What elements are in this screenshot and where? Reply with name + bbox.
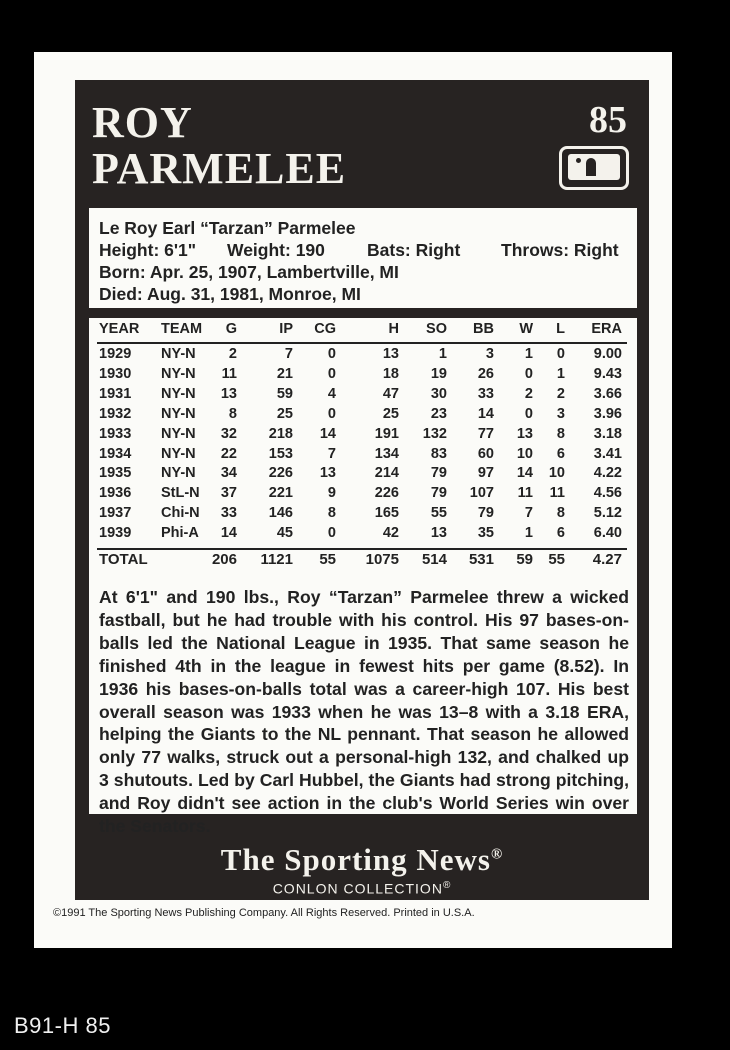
stat-cell: 4.56: [593, 485, 622, 502]
total-cell: 514: [421, 551, 447, 568]
stat-cell: 1934: [99, 445, 132, 462]
stat-cell: 2: [556, 385, 565, 402]
total-divider: [97, 548, 627, 550]
header-cell: L: [556, 321, 565, 337]
stats-row: [89, 485, 637, 505]
stat-cell: 25: [382, 405, 399, 422]
stat-cell: 13: [220, 385, 237, 402]
stat-cell: 3: [556, 405, 565, 422]
stats-row: [89, 406, 637, 426]
stat-cell: 1936: [99, 485, 132, 502]
stat-cell: 1930: [99, 365, 132, 382]
stat-cell: 33: [477, 385, 494, 402]
stat-cell: 47: [382, 385, 399, 402]
stat-cell: 25: [276, 405, 293, 422]
stat-cell: 3.41: [593, 445, 622, 462]
stat-cell: NY-N: [161, 445, 196, 462]
brand-registered-mark: ®: [490, 846, 504, 863]
stat-cell: 77: [477, 425, 494, 442]
player-last-name: PARMELEE: [92, 144, 347, 193]
stat-cell: 23: [430, 405, 447, 422]
stat-cell: 3.18: [593, 425, 622, 442]
mlb-logo-icon: [559, 146, 629, 190]
total-cell: 531: [468, 551, 494, 568]
stat-cell: 0: [556, 346, 565, 362]
sporting-news-logo: [75, 842, 649, 878]
header-cell: CG: [314, 321, 336, 337]
stat-cell: 8: [556, 505, 565, 522]
stat-cell: 3: [485, 346, 494, 362]
total-cell: 1075: [365, 551, 399, 568]
stat-cell: 134: [374, 445, 399, 462]
stat-cell: 1939: [99, 525, 132, 542]
stats-total-row: [89, 551, 637, 571]
stats-row: [89, 346, 637, 366]
stat-cell: 146: [268, 505, 293, 522]
stat-cell: 33: [220, 505, 237, 522]
stat-cell: 191: [374, 425, 399, 442]
bio-panel: [89, 208, 637, 308]
stat-cell: 14: [220, 525, 237, 542]
stat-cell: 8: [327, 505, 336, 522]
bio-height: Height: 6'1": [99, 240, 197, 260]
bio-measurements: [89, 240, 637, 262]
header-divider: [97, 342, 627, 344]
bio-died: Died: Aug. 31, 1981, Monroe, MI: [99, 284, 361, 304]
stats-row: [89, 525, 637, 545]
stat-cell: NY-N: [161, 405, 196, 422]
stat-cell: 1: [556, 365, 565, 382]
total-cell: 55: [548, 551, 565, 568]
collection-label: [75, 880, 649, 897]
stat-cell: 0: [524, 365, 533, 382]
stat-cell: NY-N: [161, 465, 196, 482]
stat-cell: 60: [477, 445, 494, 462]
stat-cell: 13: [516, 425, 533, 442]
bio-full-name: Le Roy Earl “Tarzan” Parmelee: [99, 218, 356, 238]
stat-cell: 42: [382, 525, 399, 542]
stat-cell: NY-N: [161, 425, 196, 442]
stat-cell: 218: [268, 425, 293, 442]
stat-cell: 8: [228, 405, 237, 422]
total-cell: 55: [319, 551, 336, 568]
story-text: At 6'1" and 190 lbs., Roy “Tarzan” Parmelee threw a wicked fastball, but he had trouble with his control. His 97 bases-on-balls led the National League in 1935. That same season he finished 4th in the league in fewest hits per game (8.52). In 1936 his bases-on-balls total was a career-high 107. His best overall season was 1933 when he was 13–8 with a 3.18 ERA, helping the Giants to the NL pennant. That season he allowed only 77 walks, struck out a personal-high 132, and chalked up 3 shutouts. Led by Carl Hubbel, the Giants had strong pitching, and Roy didn't see action in the club's World Series win over the Senators.: [99, 587, 629, 837]
stat-cell: 11: [221, 365, 237, 382]
stat-cell: NY-N: [161, 346, 196, 362]
stat-cell: 4.22: [593, 465, 622, 482]
stat-cell: 32: [220, 425, 237, 442]
stat-cell: 1937: [99, 505, 132, 522]
stat-cell: 79: [430, 485, 447, 502]
stat-cell: 226: [268, 465, 293, 482]
image-caption: B91-H 85: [14, 1013, 111, 1038]
stats-header-row: [89, 321, 637, 341]
stat-cell: 14: [319, 425, 336, 442]
stat-cell: 2: [524, 385, 533, 402]
card-number: 85: [589, 99, 627, 141]
stat-cell: 1: [438, 346, 447, 362]
stat-cell: 14: [477, 405, 494, 422]
stat-cell: 107: [469, 485, 494, 502]
stat-cell: 83: [430, 445, 447, 462]
stats-row: [89, 386, 637, 406]
header-cell: W: [519, 321, 533, 337]
stat-cell: 19: [430, 365, 447, 382]
stat-cell: 35: [477, 525, 494, 542]
stat-cell: 7: [327, 445, 336, 462]
stat-cell: 30: [430, 385, 447, 402]
stat-cell: NY-N: [161, 385, 196, 402]
stat-cell: 79: [430, 465, 447, 482]
header-cell: YEAR: [99, 321, 140, 337]
stat-cell: 97: [477, 465, 494, 482]
trading-card: [34, 52, 672, 948]
header-cell: SO: [426, 321, 447, 337]
stat-cell: 79: [477, 505, 494, 522]
stat-cell: 214: [374, 465, 399, 482]
stat-cell: Phi-A: [161, 525, 199, 542]
stat-cell: 14: [516, 465, 533, 482]
stat-cell: 1933: [99, 425, 132, 442]
stat-cell: 10: [516, 445, 533, 462]
bio-bats: Bats: Right: [367, 240, 461, 260]
stat-cell: 1: [524, 525, 533, 542]
stat-cell: 0: [524, 405, 533, 422]
stats-row: [89, 465, 637, 485]
stat-cell: 13: [319, 465, 336, 482]
stat-cell: 6: [556, 525, 565, 542]
stat-cell: 221: [268, 485, 293, 502]
stat-cell: Chi-N: [161, 505, 200, 522]
total-cell: 4.27: [592, 551, 622, 568]
stats-row: [89, 505, 637, 525]
header-cell: IP: [279, 321, 293, 337]
stat-cell: 5.12: [593, 505, 622, 522]
stat-cell: 4: [327, 385, 336, 402]
bio-born: Born: Apr. 25, 1907, Lambertville, MI: [99, 262, 399, 282]
stat-cell: 21: [276, 365, 293, 382]
header-cell: G: [225, 321, 237, 337]
stat-cell: 7: [524, 505, 533, 522]
header-cell: ERA: [591, 321, 622, 337]
stat-cell: 2: [228, 346, 237, 362]
stats-table: [89, 318, 637, 578]
stat-cell: 8: [556, 425, 565, 442]
stat-cell: NY-N: [161, 365, 196, 382]
total-cell: 59: [516, 551, 533, 568]
player-first-name: ROY: [92, 98, 193, 147]
stat-cell: 11: [549, 485, 565, 502]
brand-name: The Sporting News: [220, 842, 491, 877]
stat-cell: 11: [517, 485, 533, 502]
total-cell: TOTAL: [99, 551, 148, 568]
stat-cell: 45: [276, 525, 293, 542]
stat-cell: 3.66: [593, 385, 622, 402]
stat-cell: 7: [284, 346, 293, 362]
stat-cell: 132: [422, 425, 447, 442]
stat-cell: 6: [556, 445, 565, 462]
collection-name: CONLON COLLECTION: [272, 880, 443, 897]
stat-cell: 59: [276, 385, 293, 402]
total-cell: 1121: [260, 551, 293, 568]
stat-cell: 165: [374, 505, 399, 522]
stat-cell: 3.96: [593, 405, 622, 422]
stats-row: [89, 426, 637, 446]
stat-cell: 6.40: [593, 525, 622, 542]
card-frame: [75, 80, 649, 900]
stats-row: [89, 366, 637, 386]
stat-cell: 9.43: [593, 365, 622, 382]
stat-cell: 18: [382, 365, 399, 382]
stat-cell: 1935: [99, 465, 132, 482]
story-panel: [89, 578, 637, 837]
stat-cell: 1931: [99, 385, 132, 402]
bio-throws: Throws: Right: [501, 240, 619, 260]
stat-cell: 37: [220, 485, 237, 502]
stat-cell: StL-N: [161, 485, 200, 502]
stat-cell: 1: [524, 346, 533, 362]
stat-cell: 1929: [99, 346, 132, 362]
stat-cell: 10: [548, 465, 565, 482]
stat-cell: 0: [327, 405, 336, 422]
stat-cell: 26: [477, 365, 494, 382]
stat-cell: 226: [374, 485, 399, 502]
stat-cell: 0: [327, 346, 336, 362]
stat-cell: 153: [268, 445, 293, 462]
stat-cell: 9: [327, 485, 336, 502]
header-cell: H: [388, 321, 399, 337]
total-cell: 206: [211, 551, 237, 568]
stat-cell: 0: [327, 365, 336, 382]
player-name: [92, 100, 346, 192]
header-cell: TEAM: [161, 321, 203, 337]
stat-cell: 0: [327, 525, 336, 542]
stat-cell: 13: [382, 346, 399, 362]
stats-row: [89, 446, 637, 466]
stat-cell: 1932: [99, 405, 132, 422]
stat-cell: 55: [430, 505, 447, 522]
bio-weight: Weight: 190: [227, 240, 325, 260]
stat-cell: 9.00: [593, 346, 622, 362]
stat-cell: 34: [220, 465, 237, 482]
stat-cell: 22: [220, 445, 237, 462]
collection-registered-mark: ®: [442, 880, 452, 891]
copyright-notice: ©1991 The Sporting News Publishing Company. All Rights Reserved. Printed in U.S.A.: [53, 907, 475, 919]
header-cell: BB: [473, 321, 494, 337]
stat-cell: 13: [430, 525, 447, 542]
